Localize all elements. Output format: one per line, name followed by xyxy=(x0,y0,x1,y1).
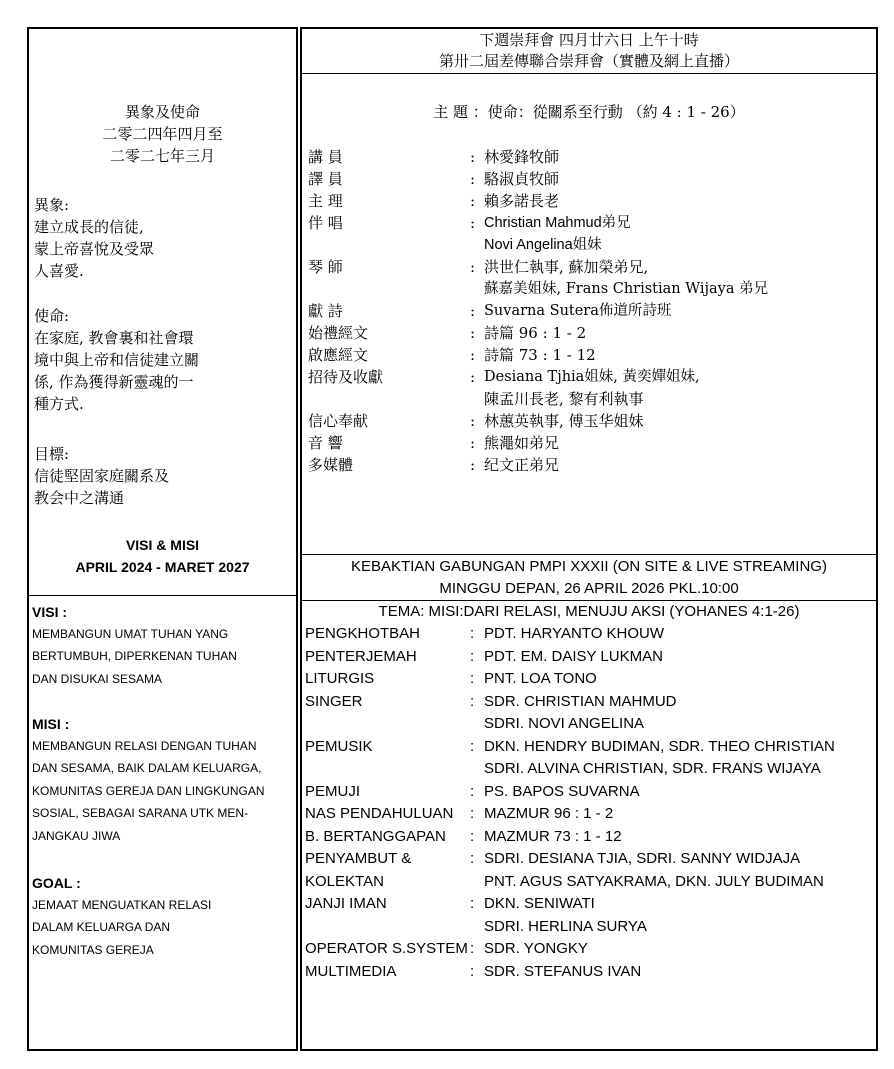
id-roster-row: PENYAMBUT & : SDRI. DESIANA TJIA, SDRI. SANNY WIDJAJA xyxy=(305,848,411,870)
goal-block xyxy=(32,872,211,961)
id-roster-row: NAS PENDAHULUAN : MAZMUR 96 : 1 - 2 xyxy=(305,803,453,825)
id-title-line: APRIL 2024 - MARET 2027 xyxy=(75,559,250,575)
id-role: LITURGIS xyxy=(305,670,375,687)
id-person: PNT. AGUS SATYAKRAMA, DKN. JULY BUDIMAN xyxy=(484,872,824,890)
zh-role: 講 員 xyxy=(308,148,343,166)
id-role: PEMUSIK xyxy=(305,737,373,755)
zh-role: 啟應經文 xyxy=(308,346,369,364)
visi-line: BERTUMBUH, DIPERKENAN TUHAN xyxy=(32,649,237,664)
id-role: JANJI IMAN xyxy=(305,895,387,912)
zh-roster-row: 招待及收獻 : Desiana Tjhia姐妹, 黃奕嬋姐妹, xyxy=(308,368,700,386)
zh-vision-label: 異象: xyxy=(34,196,70,214)
id-roster-row: PENGKHOTBAH : PDT. HARYANTO KHOUW xyxy=(305,623,420,645)
id-role: PENYAMBUT & xyxy=(305,850,412,867)
goal-label: GOAL : xyxy=(32,875,81,891)
zh-vision-line: 建立成長的信徒, xyxy=(34,218,144,236)
id-person: DKN. SENIWATI xyxy=(484,895,595,912)
id-roster-row: PENTERJEMAH : PDT. EM. DAISY LUKMAN xyxy=(305,646,417,668)
zh-person: 洪世仁執事, 蘇加榮弟兄, xyxy=(484,258,649,276)
zh-person: Desiana Tjhia姐妹, 黃奕嬋姐妹, xyxy=(484,369,700,385)
id-roster-row: LITURGIS : PNT. LOA TONO xyxy=(305,668,374,690)
id-roster-row: PEMUSIK : DKN. HENDRY BUDIMAN, SDR. THEO CHRISTIAN xyxy=(305,736,373,758)
zh-title-line: 二零二七年三月 xyxy=(109,147,215,165)
id-roster-row xyxy=(305,871,824,893)
id-role: NAS PENDAHULUAN xyxy=(305,805,454,822)
id-role: PEMUJI xyxy=(305,782,361,800)
zh-goal-block xyxy=(34,443,169,509)
zh-vision-line: 人喜愛. xyxy=(34,262,84,280)
zh-roster-row: 啟應經文 : 詩篇 73 : 1 - 12 xyxy=(308,346,596,364)
misi-label: MISI : xyxy=(32,716,70,732)
zh-mission-label: 使命: xyxy=(34,307,70,325)
id-person: SDR. STEFANUS IVAN xyxy=(484,962,642,980)
misi-line: MEMBANGUN RELASI DENGAN TUHAN xyxy=(32,739,257,753)
zh-role: 招待及收獻 xyxy=(308,368,384,386)
id-person: SDRI. HERLINA SURYA xyxy=(484,917,647,935)
zh-mission-block xyxy=(34,305,199,415)
zh-roster-row: 始禮經文 : 詩篇 96 : 1 - 2 xyxy=(308,324,587,342)
zh-vision-line: 蒙上帝喜悅及受眾 xyxy=(34,240,155,258)
zh-goal-label: 目標: xyxy=(34,445,70,463)
zh-role: 音 響 xyxy=(308,434,343,452)
id-person: MAZMUR 73 : 1 - 12 xyxy=(484,827,622,845)
misi-line: JANGKAU JIWA xyxy=(32,828,121,843)
zh-role: 主 理 xyxy=(308,192,343,210)
goal-line: DALAM KELUARGA DAN xyxy=(32,920,171,935)
zh-roster-row: 琴 師 : 洪世仁執事, 蘇加榮弟兄, xyxy=(308,258,649,276)
zh-header-line: 下週崇拜會 四月廿六日 上午十時 xyxy=(479,31,699,49)
zh-header xyxy=(302,30,876,72)
divider xyxy=(302,73,876,74)
id-role: MULTIMEDIA xyxy=(305,962,397,980)
id-theme: TEMA: MISI:DARI RELASI, MENUJU AKSI (YOHANES 4:1-26) xyxy=(378,603,800,620)
zh-roster-row: 伴 唱 : Christian Mahmud弟兄 xyxy=(308,214,631,232)
id-header-line: KEBAKTIAN GABUNGAN PMPI XXXII (ON SITE & LIVE STREAMING) xyxy=(351,558,827,575)
id-person: MAZMUR 96 : 1 - 2 xyxy=(484,805,614,822)
zh-vision-block xyxy=(34,194,154,282)
id-person: PS. BAPOS SUVARNA xyxy=(484,782,640,800)
zh-goal-line: 教会中之溝通 xyxy=(34,489,125,507)
id-role: OPERATOR S.SYSTEM xyxy=(305,940,468,957)
visi-line: MEMBANGUN UMAT TUHAN YANG xyxy=(32,627,229,641)
zh-person: 蘇嘉美姐妹, Frans Christian Wijaya 弟兄 xyxy=(484,281,769,297)
visi-line: DAN DISUKAI SESAMA xyxy=(32,671,163,686)
zh-person: 林愛鋒牧師 xyxy=(484,148,560,166)
zh-person: Christian Mahmud弟兄 xyxy=(484,215,631,231)
goal-line: JEMAAT MENGUATKAN RELASI xyxy=(32,898,212,912)
zh-role: 信心奉献 xyxy=(308,412,369,430)
id-person: DKN. HENDRY BUDIMAN, SDR. THEO CHRISTIAN xyxy=(484,737,835,755)
zh-roster-row: 講 員 : 林愛鋒牧師 xyxy=(308,148,560,166)
zh-mission-line: 在家庭, 教會裏和社會環 xyxy=(34,329,194,347)
misi-line: DAN SESAMA, BAIK DALAM KELUARGA, xyxy=(32,761,262,776)
misi-line: SOSIAL, SEBAGAI SARANA UTK MEN- xyxy=(32,806,249,821)
zh-roster-row: 信心奉献 : 林蕙英執事, 傅玉华姐妹 xyxy=(308,412,644,430)
zh-roster-row: 音 響 : 熊澠如弟兄 xyxy=(308,434,560,452)
id-role: PENGKHOTBAH xyxy=(305,625,421,642)
id-role: B. BERTANGGAPAN xyxy=(305,827,446,845)
zh-roster-row: 獻 詩 : Suvarna Sutera佈道所詩班 xyxy=(308,302,672,320)
id-roster-row: PEMUJI : PS. BAPOS SUVARNA xyxy=(305,781,360,803)
zh-person: 駱淑貞牧師 xyxy=(484,170,560,188)
id-title-line: VISI & MISI xyxy=(125,537,200,553)
zh-role: 琴 師 xyxy=(308,258,343,276)
zh-role: 獻 詩 xyxy=(308,302,343,320)
id-person: PDT. EM. DAISY LUKMAN xyxy=(484,647,663,665)
vision-mission-panel xyxy=(27,27,298,1051)
misi-line: KOMUNITAS GEREJA DAN LINGKUNGAN xyxy=(32,783,265,798)
zh-person: 賴多諾長老 xyxy=(484,192,560,210)
id-roster-row: OPERATOR S.SYSTEM : SDR. YONGKY xyxy=(305,938,468,960)
id-person: PDT. HARYANTO KHOUW xyxy=(484,625,665,642)
visi-block xyxy=(32,601,237,690)
id-person: SDR. CHRISTIAN MAHMUD xyxy=(484,692,677,710)
zh-person: 林蕙英執事, 傅玉华姐妹 xyxy=(484,412,644,430)
id-role: SINGER xyxy=(305,692,363,710)
id-roster-row: SINGER : SDR. CHRISTIAN MAHMUD xyxy=(305,691,363,713)
zh-person: Suvarna Sutera佈道所詩班 xyxy=(484,303,672,319)
zh-mission-line: 境中與上帝和信徒建立關 xyxy=(34,351,200,369)
divider xyxy=(29,595,296,596)
zh-title-line: 二零二四年四月至 xyxy=(102,125,223,143)
id-person: SDRI. DESIANA TJIA, SDRI. SANNY WIDJAJA xyxy=(484,850,801,867)
zh-role: 始禮經文 xyxy=(308,324,369,342)
id-role: KOLEKTAN xyxy=(305,872,384,890)
id-person: SDRI. ALVINA CHRISTIAN, SDR. FRANS WIJAYA xyxy=(484,760,821,777)
visi-label: VISI : xyxy=(32,604,68,620)
zh-goal-line: 信徒堅固家庭關系及 xyxy=(34,467,170,485)
id-roster-row: B. BERTANGGAPAN : MAZMUR 73 : 1 - 12 xyxy=(305,826,446,848)
divider xyxy=(302,554,876,555)
zh-mission-line: 種方式. xyxy=(34,395,84,413)
id-person: PNT. LOA TONO xyxy=(484,670,597,687)
id-header xyxy=(302,556,876,600)
id-roster-row: MULTIMEDIA : SDR. STEFANUS IVAN xyxy=(305,961,396,983)
id-person: SDRI. NOVI ANGELINA xyxy=(484,715,645,732)
id-roster-row: JANJI IMAN : DKN. SENIWATI xyxy=(305,893,387,915)
zh-role: 多媒體 xyxy=(308,456,354,474)
goal-line: KOMUNITAS GEREJA xyxy=(32,942,154,957)
zh-vision-title xyxy=(29,101,296,167)
service-schedule-panel xyxy=(300,27,878,1051)
id-header-line: MINGGU DEPAN, 26 APRIL 2026 PKL.10:00 xyxy=(439,580,739,597)
zh-role: 伴 唱 xyxy=(308,214,343,232)
id-vision-title xyxy=(29,534,296,578)
id-person: SDR. YONGKY xyxy=(484,940,588,957)
zh-theme: 主 題 ：使命：從關系至行動 （約 4 : 1 - 26） xyxy=(433,103,745,121)
zh-roster-row: 譯 員 : 駱淑貞牧師 xyxy=(308,170,560,188)
zh-person: 詩篇 73 : 1 - 12 xyxy=(484,346,596,364)
id-role: PENTERJEMAH xyxy=(305,647,417,665)
zh-header-line: 第卅二屆差傳聯合崇拜會（實體及網上直播） xyxy=(438,52,739,70)
zh-roster-row: 多媒體 : 纪文正弟兄 xyxy=(308,456,560,474)
zh-person: 熊澠如弟兄 xyxy=(484,434,560,452)
zh-person: Novi Angelina姐妹 xyxy=(484,237,602,253)
zh-person: 陳孟川長老, 黎有利執事 xyxy=(484,390,644,408)
zh-title-line: 異象及使命 xyxy=(124,103,200,121)
misi-block xyxy=(32,713,264,847)
zh-roster-row: 主 理 : 賴多諾長老 xyxy=(308,192,560,210)
zh-person: 纪文正弟兄 xyxy=(484,456,560,474)
zh-mission-line: 係, 作為獲得新靈魂的一 xyxy=(34,373,194,391)
zh-person: 詩篇 96 : 1 - 2 xyxy=(484,324,587,342)
zh-role: 譯 員 xyxy=(308,170,343,188)
